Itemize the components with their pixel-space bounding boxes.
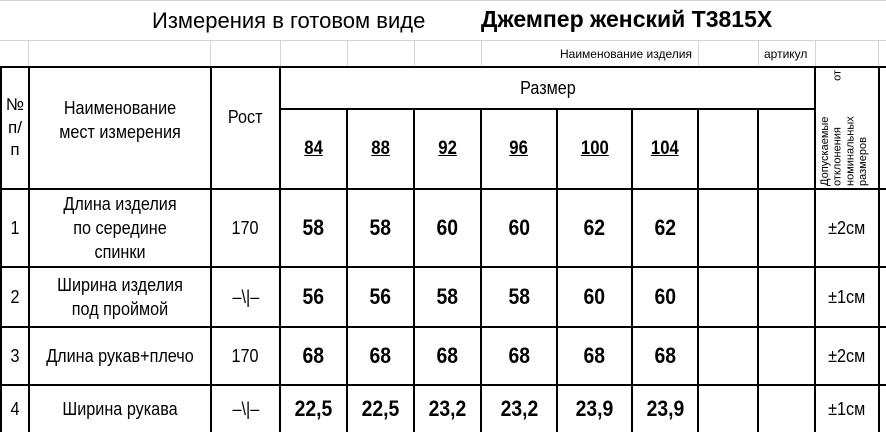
size-header-96: 96 <box>509 138 529 160</box>
row-4-value-84: 22,5 <box>294 396 333 422</box>
size-header-84: 84 <box>304 138 323 160</box>
size-header-104: 104 <box>651 138 679 160</box>
name-column-header: Наименование мест измерения <box>59 97 181 142</box>
row-1-value-100: 62 <box>583 215 606 241</box>
row-2-tolerance: ±1см <box>828 286 866 307</box>
size-header-100: 100 <box>580 138 609 160</box>
number-column-header: № п/ п <box>5 94 25 160</box>
size-group-header: Размер <box>519 77 576 98</box>
row-4-value-96: 23,2 <box>500 396 538 422</box>
row-3-name: Длина рукав+плечо <box>46 345 194 366</box>
row-4-height: –\|– <box>232 398 259 419</box>
row-2-height: –\|– <box>232 286 259 307</box>
row-2-value-100: 60 <box>583 284 606 310</box>
row-1-height: 170 <box>231 217 260 238</box>
row-4-value-92: 23,2 <box>428 396 467 422</box>
row-1-value-96: 60 <box>508 215 530 241</box>
product-title: Джемпер женский Т3815Х <box>481 6 773 32</box>
row-2-value-92: 58 <box>436 284 459 310</box>
row-3-value-84: 68 <box>302 343 325 369</box>
row-2-name: Ширина изделия под проймой <box>57 274 183 319</box>
row-1-tolerance: ±2см <box>828 217 866 238</box>
height-column-header: Рост <box>228 106 263 127</box>
row-4-name: Ширина рукава <box>62 398 178 419</box>
row-2-number: 2 <box>10 286 20 307</box>
row-3-value-104: 68 <box>654 343 676 369</box>
row-2-value-84: 56 <box>302 284 325 310</box>
row-3-value-88: 68 <box>369 343 392 369</box>
row-3-value-96: 68 <box>508 343 530 369</box>
tolerance-column-header: Допускаемые отклонения от номинальных размеров <box>819 70 869 186</box>
row-4-value-88: 22,5 <box>361 396 400 422</box>
row-2-value-96: 58 <box>508 284 530 310</box>
article-caption: артикул <box>764 47 808 61</box>
product-caption: Наименование изделия <box>560 47 692 61</box>
row-1-value-84: 58 <box>302 215 325 241</box>
row-3-value-92: 68 <box>436 343 459 369</box>
row-3-height: 170 <box>231 345 260 366</box>
row-1-number: 1 <box>10 217 20 238</box>
row-2-value-88: 56 <box>369 284 392 310</box>
page-title: Измерения в готовом виде <box>152 8 426 33</box>
row-4-value-100: 23,9 <box>575 396 614 422</box>
row-1-name: Длина изделия по середине спинки <box>63 193 177 263</box>
row-3-tolerance: ±2см <box>828 345 866 366</box>
row-1-value-92: 60 <box>436 215 459 241</box>
row-4-number: 4 <box>10 398 20 419</box>
size-header-88: 88 <box>371 138 390 160</box>
row-2-value-104: 60 <box>654 284 676 310</box>
row-4-tolerance: ±1см <box>828 398 866 419</box>
row-3-value-100: 68 <box>583 343 606 369</box>
row-4-value-104: 23,9 <box>646 396 684 422</box>
row-1-value-104: 62 <box>654 215 676 241</box>
row-3-number: 3 <box>10 345 20 366</box>
row-1-value-88: 58 <box>369 215 392 241</box>
size-header-92: 92 <box>438 138 457 160</box>
